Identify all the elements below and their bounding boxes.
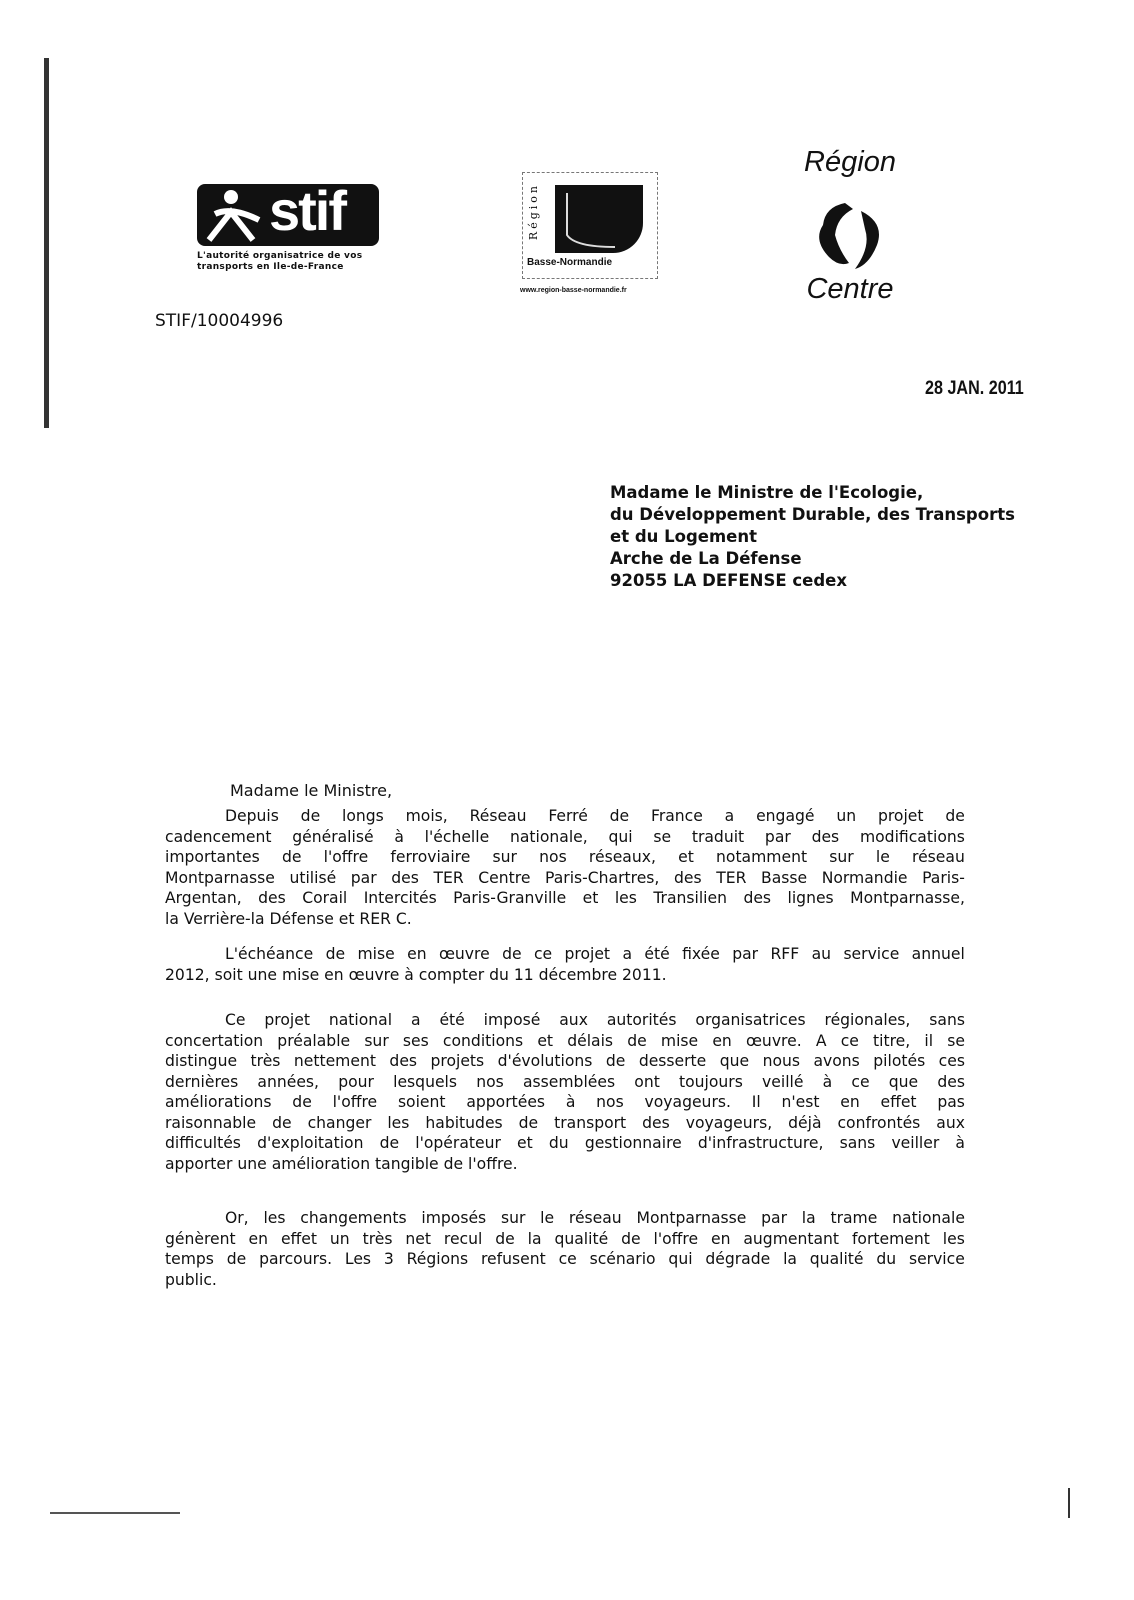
date-stamp: 28 JAN. 2011 [925, 378, 1024, 399]
bn-url: www.region-basse-normandie.fr [520, 287, 627, 294]
text-line: temps de parcours. Les 3 Régions refusent ce scénario qui dégrade la qualité du service [165, 1250, 965, 1268]
paragraph-2 [165, 944, 965, 985]
text-line: public. [165, 1270, 217, 1289]
text-line: génèrent en effet un très net recul de la qualité de l'offre en augmentant fortement les [165, 1229, 965, 1248]
margin-mark [1068, 1488, 1070, 1518]
address-line: Arche de La Défense [610, 549, 802, 568]
bn-region-text: Région [527, 183, 540, 241]
stif-logo [197, 179, 379, 246]
text-line: cadencement généralisé à l'échelle nationale, qui se traduit par des modifications [165, 827, 965, 846]
text-line: dernières années, pour lesquels nos assemblées ont toujours veillé à ce que des [165, 1072, 965, 1091]
text-line: Argentan, des Corail Intercités Paris-Granville et les Transilien des lignes Montparnasse, [165, 889, 965, 907]
stif-tagline-line: transports en Ile-de-France [197, 262, 344, 272]
runner-icon [201, 184, 271, 246]
basse-normandie-logo [522, 172, 658, 279]
centre-logo-top: Région [804, 146, 896, 178]
address-line: du Développement Durable, des Transports [610, 505, 1015, 524]
text-line: difficultés d'exploitation de l'opérateur et du gestionnaire d'infrastructure, sans veiller à [165, 1134, 965, 1152]
address-line: 92055 LA DEFENSE cedex [610, 571, 848, 590]
text-line: Or, les changements imposés sur le réseau Montparnasse par la trame nationale [225, 1209, 965, 1227]
text-line: raisonnable de changer les habitudes de transport des voyageurs, déjà confrontés aux [165, 1113, 965, 1132]
text-line: apporter une amélioration tangible de l'offre. [165, 1154, 518, 1173]
text-line: Montparnasse utilisé par des TER Centre Paris-Chartres, des TER Basse Normandie Paris- [165, 868, 965, 887]
recipient-address [610, 482, 1015, 592]
text-line: Depuis de longs mois, Réseau Ferré de France a engagé un projet de [225, 807, 965, 825]
text-line: distingue très nettement des projets d'évolutions de desserte que nous avons pilotés ces [165, 1052, 965, 1070]
stif-logo-word: stif [269, 179, 345, 242]
scan-edge-mark [44, 58, 49, 428]
centre-logo-emblem-icon [805, 195, 895, 275]
paragraph-1 [165, 806, 965, 929]
text-line: 2012, soit une mise en œuvre à compter du 11 décembre 2011. [165, 965, 667, 984]
bn-name: Basse-Normandie [527, 257, 613, 268]
paragraph-4 [165, 1208, 965, 1290]
reference-number: STIF/10004996 [155, 311, 284, 331]
salutation: Madame le Ministre, [230, 781, 393, 800]
text-line: importantes de l'offre ferroviaire sur nos réseaux, et notamment sur le réseau [165, 848, 965, 866]
text-line: la Verrière-la Défense et RER C. [165, 909, 412, 928]
centre-logo-bottom: Centre [806, 273, 894, 305]
text-line: améliorations de l'offre soient apportées à nos voyageurs. Il n'est en effet pas [165, 1093, 965, 1111]
stif-tagline [197, 251, 362, 273]
text-line: L'échéance de mise en œuvre de ce projet a été fixée par RFF au service annuel [225, 945, 965, 963]
paragraph-3 [165, 1010, 965, 1174]
text-line: Ce projet national a été imposé aux autorités organisatrices régionales, sans [225, 1011, 965, 1029]
footer-rule [50, 1512, 180, 1515]
stif-tagline-line: L'autorité organisatrice de vos [197, 251, 363, 261]
address-line: Madame le Ministre de l'Ecologie, [610, 483, 924, 502]
address-line: et du Logement [610, 527, 757, 546]
text-line: concertation préalable sur ses conditions et délais de mise en œuvre. A ce titre, il se [165, 1031, 965, 1050]
bn-logo-shape [555, 185, 643, 253]
